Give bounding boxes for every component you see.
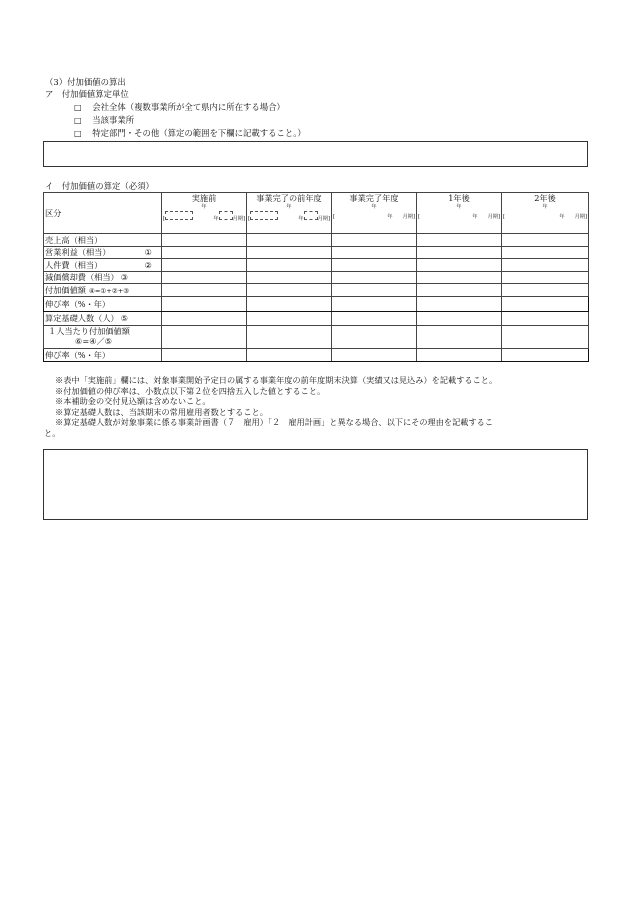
row-label (44, 296, 162, 311)
col-header-2-years-after (502, 193, 589, 234)
col-header-1-year-after (417, 193, 502, 234)
table-row-personnel-cost (44, 259, 589, 272)
data-cell[interactable] (502, 259, 589, 272)
data-cell[interactable] (162, 284, 247, 297)
note-item: ※算定基礎人数は、当該期末の常用雇用者数とすること。 (55, 406, 268, 417)
data-cell[interactable] (417, 246, 502, 259)
table-row-value-added-per-person (44, 325, 589, 348)
note-item: ※本補助金の交付見込額は含めないこと。 (55, 396, 211, 407)
col-label: 2年後 (534, 193, 556, 203)
table-row-operating-profit (44, 246, 589, 259)
col-label: 1年後 (448, 193, 470, 203)
row-label (44, 284, 162, 297)
table-row-growth-rate-per-person (44, 348, 589, 361)
data-cell[interactable] (417, 348, 502, 361)
row-label-text: 売上高（相当） (45, 234, 103, 245)
data-cell[interactable] (502, 296, 589, 311)
data-cell[interactable] (162, 259, 247, 272)
data-cell[interactable] (417, 325, 502, 348)
reason-input-box[interactable] (43, 449, 588, 520)
row-mark: ⑤ (120, 313, 129, 323)
unit-heading: ア 付加価値算定単位 (45, 89, 129, 99)
note-item: ※表中「実施前」欄には、対象事業開始予定日の属する事業年度の前年度期末決算（実績又は見込み）を記載すること。 (55, 375, 498, 385)
calc-heading: イ 付加価値の算定（必須） (45, 181, 154, 191)
col-header-completion-year (332, 193, 417, 234)
checkbox-icon[interactable]: □ (74, 129, 82, 138)
month-label: 月期] (232, 216, 245, 222)
row-label (44, 348, 162, 361)
row-mark: ② (144, 259, 152, 270)
col-period (163, 212, 245, 222)
unit-option-company[interactable] (74, 102, 285, 113)
data-cell[interactable] (247, 234, 332, 247)
col-header-before (162, 193, 247, 234)
col-period (418, 212, 500, 222)
row-label (44, 234, 162, 247)
data-cell[interactable] (417, 234, 502, 247)
data-cell[interactable] (332, 234, 417, 247)
row-mark: ① (144, 247, 152, 258)
year-input[interactable] (250, 211, 278, 220)
year-label: 年 (559, 213, 565, 220)
data-cell[interactable] (417, 296, 502, 311)
col-period (248, 212, 330, 222)
bracket-open: [ (248, 216, 251, 222)
corner-label: 区分 (44, 193, 162, 234)
data-cell[interactable] (162, 325, 247, 348)
data-cell[interactable] (332, 259, 417, 272)
data-cell[interactable] (502, 311, 589, 325)
row-label-text: 人件費（相当） (45, 259, 103, 270)
data-cell[interactable] (332, 271, 417, 284)
row-mark: ④=①+②+③ (88, 286, 130, 295)
year-label: 年 (213, 216, 219, 222)
table-row-value-added (44, 284, 589, 297)
month-label: 月期] (487, 213, 500, 220)
data-cell[interactable] (332, 296, 417, 311)
unit-option-label: 当該事業所 (92, 115, 135, 125)
row-label-text: 算定基礎人数（人） (45, 313, 119, 323)
checkbox-icon[interactable]: □ (74, 116, 82, 125)
col-year: 年 (201, 204, 207, 210)
data-cell[interactable] (247, 246, 332, 259)
data-cell[interactable] (332, 325, 417, 348)
data-cell[interactable] (162, 234, 247, 247)
col-label: 実施前 (191, 193, 217, 203)
data-cell[interactable] (247, 311, 332, 325)
table-row-growth-rate (44, 296, 589, 311)
month-input[interactable] (219, 211, 233, 220)
unit-option-label: 特定部門・その他（算定の範囲を下欄に記載すること。） (92, 128, 306, 138)
row-mark: ③ (120, 272, 129, 283)
data-cell[interactable] (162, 271, 247, 284)
section-title: （3）付加価値の算出 (45, 77, 126, 87)
row-label-text: 付加価値額 (45, 284, 86, 295)
row-label (44, 325, 162, 348)
note-item: と。 (44, 427, 61, 438)
data-cell[interactable] (162, 246, 247, 259)
bracket-open: [ (503, 213, 506, 220)
row-label (44, 259, 162, 272)
row-label-text: 営業利益（相当） (45, 247, 111, 258)
data-cell[interactable] (502, 246, 589, 259)
row-label-text: 減価償却費（相当） (45, 272, 119, 283)
row-label-text: 伸び率（%・年） (45, 298, 111, 309)
row-mark: ⑥=④／⑤ (75, 335, 113, 346)
col-label: 事業完了の前年度 (256, 193, 322, 203)
col-year: 年 (542, 204, 548, 210)
month-label: 月期] (574, 213, 587, 220)
row-label (44, 271, 162, 284)
note-item: ※算定基礎人数が対象事業に係る事業計画書（７ 雇用）「２ 雇用計画」と異なる場合、以下にその理由を記載するこ (55, 417, 494, 428)
unit-option-specific[interactable] (74, 128, 306, 139)
data-cell[interactable] (417, 311, 502, 325)
data-cell[interactable] (502, 284, 589, 297)
data-cell[interactable] (417, 259, 502, 272)
month-input[interactable] (304, 211, 318, 220)
data-cell[interactable] (417, 284, 502, 297)
data-cell[interactable] (502, 271, 589, 284)
col-year: 年 (456, 204, 462, 210)
row-label (44, 246, 162, 259)
year-label: 年 (472, 213, 478, 220)
checkbox-icon[interactable]: □ (74, 103, 82, 112)
bracket-open: [ (333, 213, 336, 220)
data-cell[interactable] (247, 271, 332, 284)
bracket-open: [ (163, 216, 166, 222)
col-label: 事業完了年度 (349, 193, 399, 203)
month-label: 月期] (317, 216, 330, 222)
year-input[interactable] (165, 211, 193, 220)
note-item: ※付加価値の伸び率は、小数点以下第２位を四捨五入した値とすること。 (55, 385, 326, 396)
row-label-text: １人当たり付加価値額 (48, 325, 130, 336)
data-cell[interactable] (247, 348, 332, 361)
data-cell[interactable] (502, 348, 589, 361)
table-row-headcount (44, 311, 589, 325)
value-added-table (43, 192, 589, 362)
data-cell[interactable] (417, 271, 502, 284)
data-cell[interactable] (162, 311, 247, 325)
notes (44, 375, 590, 439)
col-header-prev-year (247, 193, 332, 234)
data-cell[interactable] (247, 296, 332, 311)
year-label: 年 (298, 216, 304, 222)
data-cell[interactable] (247, 259, 332, 272)
data-cell[interactable] (332, 246, 417, 259)
data-cell[interactable] (247, 325, 332, 348)
data-cell[interactable] (502, 325, 589, 348)
bracket-open: [ (418, 213, 421, 220)
data-cell[interactable] (162, 296, 247, 311)
data-cell[interactable] (502, 234, 589, 247)
unit-option-office[interactable] (74, 115, 134, 126)
col-period (333, 212, 415, 222)
row-label-text: 伸び率（%・年） (45, 349, 111, 360)
unit-option-label: 会社全体（複数事業所が全て県内に所在する場合） (92, 102, 285, 112)
data-cell[interactable] (247, 284, 332, 297)
scope-input-box[interactable] (43, 141, 588, 167)
row-label (44, 311, 162, 325)
month-label: 月期] (402, 213, 415, 220)
table-row-depreciation (44, 271, 589, 284)
col-year: 年 (286, 204, 292, 210)
data-cell[interactable] (332, 284, 417, 297)
data-cell[interactable] (162, 348, 247, 361)
col-period (503, 212, 587, 222)
table-header-row (44, 193, 589, 234)
table-row-sales (44, 234, 589, 247)
data-cell[interactable] (332, 348, 417, 361)
data-cell[interactable] (332, 311, 417, 325)
col-year: 年 (371, 204, 377, 210)
year-label: 年 (387, 213, 393, 220)
